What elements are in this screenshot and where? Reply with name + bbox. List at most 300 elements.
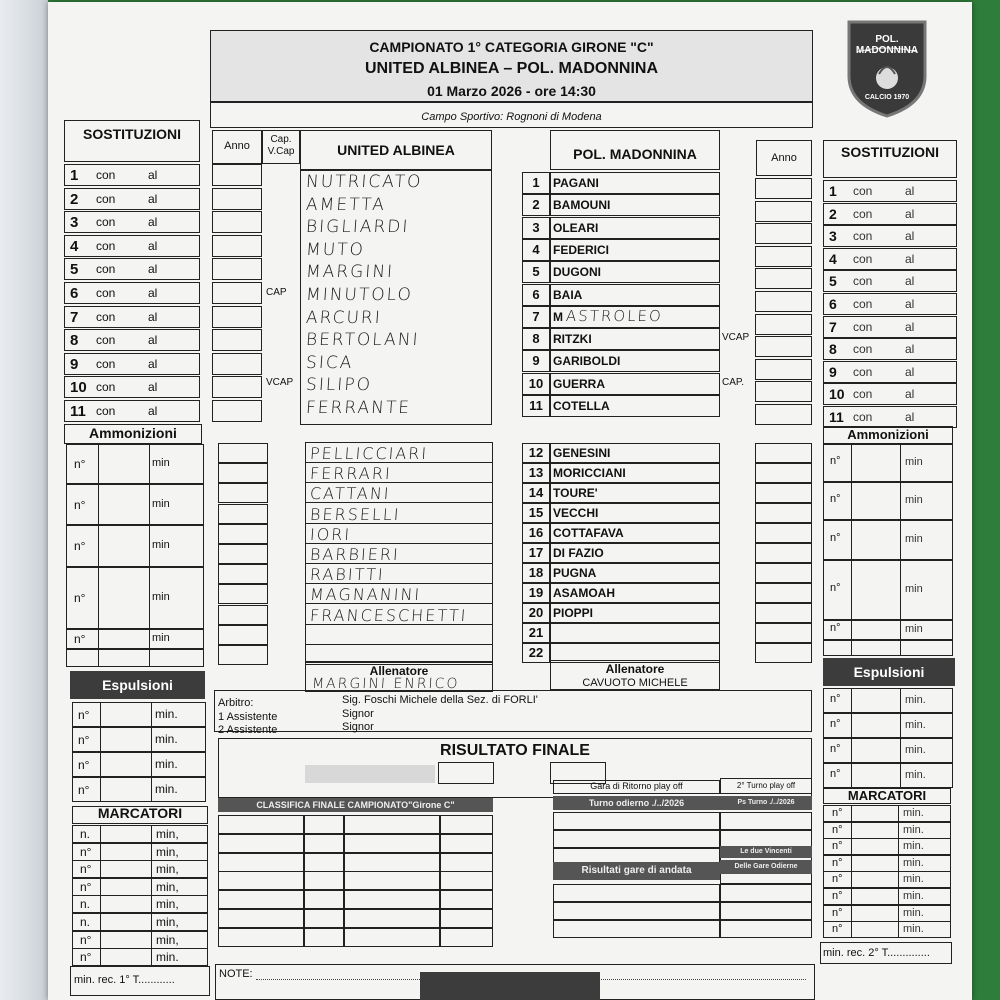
left-subs-title: SOSTITUZIONI bbox=[83, 126, 181, 142]
away-anno-cell[interactable] bbox=[755, 359, 812, 380]
right-sub-row bbox=[823, 225, 957, 247]
left-amm-n: n° bbox=[74, 539, 86, 553]
away-starter-name: M bbox=[553, 309, 563, 324]
home-bench-name: BERSELLI bbox=[309, 504, 402, 524]
away-bench-number: 20 bbox=[528, 605, 544, 620]
away-anno-cell[interactable] bbox=[755, 268, 812, 289]
right-amm-player-cell[interactable] bbox=[851, 620, 901, 640]
home-starter-name: FERRANTE bbox=[305, 398, 412, 418]
binder-edge bbox=[0, 0, 48, 1000]
classifica-team-cell bbox=[344, 815, 440, 834]
away-bench-name: COTTAFAVA bbox=[553, 526, 624, 540]
right-sub-al: al bbox=[905, 342, 915, 357]
right-amm-min: min bbox=[905, 583, 923, 595]
home-bench-name: CATTANI bbox=[309, 484, 392, 504]
right-sub-row bbox=[823, 316, 957, 338]
right-amm-player-cell[interactable] bbox=[851, 560, 901, 620]
left-esp-min: min. bbox=[155, 732, 178, 746]
playoff-next-cell bbox=[720, 920, 812, 938]
home-bench-anno-cell[interactable] bbox=[218, 463, 268, 483]
home-anno-cell[interactable] bbox=[212, 306, 262, 328]
right-esp-player-cell[interactable] bbox=[851, 738, 901, 763]
right-sub-al: al bbox=[905, 364, 915, 379]
home-bench-anno-cell[interactable] bbox=[218, 605, 268, 625]
left-esp-min: min. bbox=[155, 757, 178, 771]
left-sub-al: al bbox=[148, 380, 158, 395]
away-bench-anno-cell[interactable] bbox=[755, 623, 812, 643]
right-scorer-min: min. bbox=[903, 923, 924, 936]
right-amm-n: n° bbox=[830, 622, 841, 634]
left-scorer-min: min, bbox=[156, 827, 179, 841]
home-starter-name: ARCURI bbox=[305, 307, 383, 328]
home-anno-cell[interactable] bbox=[212, 376, 262, 398]
away-bench-cell bbox=[550, 623, 720, 643]
away-anno-cell[interactable] bbox=[755, 291, 812, 312]
right-scorer-min: min. bbox=[903, 906, 924, 919]
away-anno-label: Anno bbox=[771, 152, 797, 164]
left-esp-min: min. bbox=[155, 782, 178, 796]
left-amm-min: min bbox=[152, 497, 170, 510]
away-bench-anno-cell[interactable] bbox=[755, 583, 812, 603]
right-sub-number: 11 bbox=[829, 409, 844, 425]
left-esp-player-cell[interactable] bbox=[100, 702, 152, 727]
left-sub-number: 10 bbox=[70, 379, 87, 397]
left-sub-number: 5 bbox=[70, 261, 79, 279]
right-amm-n: n° bbox=[830, 493, 841, 505]
away-bench-number: 21 bbox=[528, 625, 544, 640]
left-esp-player-cell[interactable] bbox=[100, 752, 152, 777]
left-scorer-player-cell[interactable] bbox=[100, 878, 152, 896]
away-starter-name: PAGANI bbox=[553, 176, 599, 190]
left-esp-n: n° bbox=[78, 708, 90, 722]
left-scorer-n: n° bbox=[80, 844, 92, 859]
right-amm-min: min bbox=[905, 456, 923, 468]
away-starter-name: DUGONI bbox=[553, 265, 601, 280]
home-anno-cell[interactable] bbox=[212, 329, 262, 351]
away-bench-anno-cell[interactable] bbox=[755, 483, 812, 503]
away-starter-number: 5 bbox=[532, 264, 540, 280]
referee-name: Sig. Foschi Michele della Sez. di FORLI' bbox=[342, 694, 538, 706]
left-amm-player-cell[interactable] bbox=[98, 567, 150, 629]
right-scorer-min: min. bbox=[903, 807, 924, 819]
playoff-next-cell bbox=[720, 884, 812, 902]
right-sub-number: 2 bbox=[829, 205, 837, 222]
classifica-team-cell bbox=[344, 928, 440, 947]
left-amm-player-cell[interactable] bbox=[98, 629, 150, 649]
left-esp-min: min. bbox=[155, 707, 178, 721]
right-scorer-min: min. bbox=[903, 890, 924, 902]
left-amm-player-cell[interactable] bbox=[98, 484, 150, 525]
left-sub-al: al bbox=[148, 238, 158, 253]
away-bench-name: GENESINI bbox=[553, 446, 611, 460]
away-bench-name: MORICCIANI bbox=[553, 466, 626, 480]
home-bench-rule bbox=[305, 563, 493, 564]
away-bench-number: 16 bbox=[528, 525, 544, 540]
right-esp-n: n° bbox=[830, 693, 841, 705]
right-scorer-n: n° bbox=[832, 923, 843, 936]
right-amm-n: n° bbox=[830, 532, 841, 544]
assistant1-label: 1 Assistente bbox=[218, 711, 278, 723]
home-bench-anno-cell[interactable] bbox=[218, 483, 268, 503]
left-scorer-min: min, bbox=[156, 932, 179, 947]
header-line1: CAMPIONATO 1° CATEGORIA GIRONE "C" bbox=[369, 39, 654, 55]
left-esp-n: n° bbox=[78, 783, 90, 797]
right-sub-row bbox=[823, 293, 957, 315]
right-sub-al: al bbox=[905, 274, 915, 289]
left-sub-con: con bbox=[96, 215, 116, 230]
left-scorer-player-cell[interactable] bbox=[100, 895, 152, 913]
left-sub-al: al bbox=[148, 215, 158, 230]
right-esp-min: min. bbox=[905, 694, 926, 706]
venue-text: Campo Sportivo: Rognoni di Modena bbox=[421, 111, 602, 123]
left-scorer-min: min. bbox=[156, 950, 179, 965]
right-sub-row bbox=[823, 270, 957, 292]
away-bench-anno-cell[interactable] bbox=[755, 603, 812, 623]
left-amm-min: min bbox=[152, 591, 170, 603]
right-esp-player-cell[interactable] bbox=[851, 763, 901, 788]
left-sub-number: 1 bbox=[70, 167, 79, 184]
left-sub-row bbox=[64, 353, 200, 375]
right-amm-min: min bbox=[905, 533, 923, 545]
right-sub-con: con bbox=[853, 387, 873, 402]
result-shadow-left bbox=[305, 765, 435, 783]
right-espulsioni-title: Espulsioni bbox=[823, 658, 955, 686]
left-amm-n: n° bbox=[74, 632, 86, 646]
playoff-cell bbox=[553, 920, 720, 938]
home-bench-anno-cell[interactable] bbox=[218, 504, 268, 524]
classifica-team-cell bbox=[218, 853, 304, 872]
away-starter-name: BAMOUNI bbox=[553, 198, 611, 213]
classifica-team-cell bbox=[218, 834, 304, 853]
home-bench-anno-cell[interactable] bbox=[218, 625, 268, 645]
left-sub-con: con bbox=[96, 262, 116, 277]
home-anno-cell[interactable] bbox=[212, 282, 262, 304]
home-anno-cell[interactable] bbox=[212, 164, 262, 186]
away-starter-name: OLEARI bbox=[553, 220, 599, 235]
left-sub-con: con bbox=[96, 238, 116, 253]
home-bench-anno-cell[interactable] bbox=[218, 544, 268, 564]
left-sub-con: con bbox=[96, 309, 116, 324]
left-scorer-player-cell[interactable] bbox=[100, 843, 152, 861]
away-bench-number: 12 bbox=[528, 445, 544, 460]
classifica-points-cell bbox=[440, 853, 493, 872]
away-anno-cell[interactable] bbox=[755, 381, 812, 402]
left-amm-player-cell[interactable] bbox=[98, 649, 150, 667]
home-anno-label: Anno bbox=[224, 140, 250, 152]
right-esp-player-cell[interactable] bbox=[851, 688, 901, 713]
away-starter-name: RITZKI bbox=[553, 332, 592, 347]
home-bench-name: FRANCESCHETTI bbox=[309, 605, 468, 625]
left-sub-con: con bbox=[96, 380, 116, 395]
right-amm-player-cell[interactable] bbox=[851, 444, 901, 482]
right-sub-al: al bbox=[905, 229, 915, 244]
right-scorer-player-cell[interactable] bbox=[851, 822, 899, 839]
away-bench-anno-cell[interactable] bbox=[755, 523, 812, 543]
right-sub-al: al bbox=[905, 319, 915, 334]
classifica-points-cell bbox=[440, 890, 493, 909]
away-starter-number: 1 bbox=[532, 175, 540, 190]
away-anno-cell[interactable] bbox=[755, 178, 812, 199]
away-bench-anno-cell[interactable] bbox=[755, 563, 812, 583]
left-sub-al: al bbox=[148, 356, 158, 371]
left-scorer-player-cell[interactable] bbox=[100, 825, 152, 843]
right-amm-n: n° bbox=[830, 582, 841, 594]
right-sub-number: 1 bbox=[829, 183, 837, 199]
away-bench-anno-cell[interactable] bbox=[755, 463, 812, 483]
bottom-dark-patch bbox=[420, 972, 600, 1000]
away-anno-cell[interactable] bbox=[755, 314, 812, 335]
right-esp-min: min. bbox=[905, 744, 926, 756]
left-scorer-min: min, bbox=[156, 844, 179, 859]
home-anno-cell[interactable] bbox=[212, 353, 262, 375]
home-bench-name: BARBIERI bbox=[309, 545, 401, 564]
home-anno-cell[interactable] bbox=[212, 400, 262, 422]
home-bench-anno-cell[interactable] bbox=[218, 584, 268, 604]
right-esp-min: min. bbox=[905, 719, 926, 731]
left-sub-con: con bbox=[96, 356, 116, 371]
away-anno-cell[interactable] bbox=[755, 223, 812, 244]
home-bench-anno-cell[interactable] bbox=[218, 524, 268, 544]
right-scorer-player-cell[interactable] bbox=[851, 855, 899, 872]
right-scorer-player-cell[interactable] bbox=[851, 888, 899, 905]
left-amm-min: min bbox=[152, 457, 170, 469]
classifica-bar: CLASSIFICA FINALE CAMPIONATO"Girone C" bbox=[218, 798, 493, 812]
left-esp-player-cell[interactable] bbox=[100, 727, 152, 752]
right-sub-number: 9 bbox=[829, 363, 837, 380]
left-scorer-n: n° bbox=[80, 879, 92, 894]
right-scorer-n: n° bbox=[832, 823, 843, 836]
home-bench-anno-cell[interactable] bbox=[218, 645, 268, 665]
left-amm-min: min bbox=[152, 632, 170, 644]
playoff-header-2-text: 2° Turno play off bbox=[736, 781, 796, 790]
away-bench-number: 14 bbox=[528, 485, 544, 500]
right-amm-player-cell[interactable] bbox=[851, 482, 901, 520]
right-sub-number: 5 bbox=[829, 273, 837, 290]
classifica-team-cell bbox=[344, 834, 440, 853]
away-anno-cell[interactable] bbox=[755, 404, 812, 425]
home-starter-name: AMETTA bbox=[305, 194, 387, 215]
away-starter-number: 7 bbox=[532, 308, 540, 324]
away-starter-number: 4 bbox=[532, 241, 540, 257]
header-line3: 01 Marzo 2026 - ore 14:30 bbox=[427, 83, 596, 99]
home-starter-name: BERTOLANI bbox=[305, 330, 421, 351]
min-rec-2: min. rec. 2° T.............. bbox=[823, 947, 930, 959]
left-sub-al: al bbox=[148, 286, 158, 300]
left-amm-player-cell[interactable] bbox=[98, 525, 150, 567]
left-sub-con: con bbox=[96, 333, 116, 348]
home-bench-rule bbox=[305, 462, 493, 463]
left-ammonizioni-title: Ammonizioni bbox=[89, 425, 177, 441]
left-sub-number: 4 bbox=[70, 237, 79, 255]
right-sub-row bbox=[823, 180, 957, 202]
note-label: NOTE: bbox=[219, 968, 253, 980]
right-scorer-player-cell[interactable] bbox=[851, 871, 899, 888]
away-bench-anno-cell[interactable] bbox=[755, 443, 812, 463]
classifica-team-cell bbox=[344, 909, 440, 928]
left-sub-al: al bbox=[148, 404, 158, 418]
home-cap-mark: CAP bbox=[266, 287, 287, 298]
classifica-team-cell bbox=[218, 815, 304, 834]
right-marcatori-title: MARCATORI bbox=[847, 788, 927, 803]
right-esp-n: n° bbox=[830, 768, 841, 780]
away-bench-anno-cell[interactable] bbox=[755, 543, 812, 563]
away-bench-anno-cell[interactable] bbox=[755, 503, 812, 523]
left-sub-con: con bbox=[96, 168, 116, 182]
left-sub-row bbox=[64, 235, 200, 257]
right-sub-con: con bbox=[853, 297, 873, 311]
left-scorer-player-cell[interactable] bbox=[100, 948, 152, 966]
right-sub-number: 6 bbox=[829, 296, 837, 312]
right-sub-row bbox=[823, 361, 957, 383]
right-sub-con: con bbox=[853, 274, 873, 289]
home-cap-label: Cap. V.Cap bbox=[267, 134, 295, 157]
left-scorer-player-cell[interactable] bbox=[100, 860, 152, 878]
away-starter-number: 2 bbox=[532, 197, 540, 213]
right-amm-player-cell[interactable] bbox=[851, 520, 901, 560]
right-scorer-player-cell[interactable] bbox=[851, 905, 899, 922]
ps-turno-bar: Ps Turno ./../2026 bbox=[720, 796, 812, 810]
away-anno-cell[interactable] bbox=[755, 336, 812, 357]
right-sub-number: 7 bbox=[829, 318, 837, 335]
classifica-points-cell bbox=[304, 928, 344, 947]
classifica-points-cell bbox=[440, 871, 493, 890]
left-scorer-min: min, bbox=[156, 897, 179, 912]
turno-odierno-bar: Turno odierno ./../2026 bbox=[553, 796, 720, 810]
classifica-points-cell bbox=[440, 834, 493, 853]
left-scorer-player-cell[interactable] bbox=[100, 931, 152, 949]
playoff-cell bbox=[553, 902, 720, 920]
left-sub-row bbox=[64, 211, 200, 233]
left-sub-row bbox=[64, 306, 200, 328]
away-bench-name: TOURE' bbox=[553, 486, 598, 500]
classifica-team-cell bbox=[344, 890, 440, 909]
right-sub-con: con bbox=[853, 410, 873, 424]
left-espulsioni-title: Espulsioni bbox=[70, 671, 205, 699]
left-scorer-n: n° bbox=[80, 950, 92, 965]
right-scorer-min: min. bbox=[903, 840, 924, 853]
home-bench-name: RABITTI bbox=[309, 565, 386, 585]
away-coach-name: CAVUOTO MICHELE bbox=[582, 677, 688, 689]
home-anno-cell[interactable] bbox=[212, 211, 262, 233]
away-starter-name: COTELLA bbox=[553, 399, 610, 413]
right-scorer-player-cell[interactable] bbox=[851, 805, 899, 822]
right-sub-con: con bbox=[853, 184, 873, 198]
away-starter-name: GARIBOLDI bbox=[553, 354, 621, 369]
classifica-team-cell bbox=[218, 890, 304, 909]
left-esp-player-cell[interactable] bbox=[100, 777, 152, 802]
left-amm-player-cell[interactable] bbox=[98, 444, 150, 484]
right-scorer-n: n° bbox=[832, 906, 843, 919]
left-scorer-min: min, bbox=[156, 862, 179, 877]
home-starter-name: MUTO bbox=[305, 239, 366, 260]
left-sub-number: 3 bbox=[70, 214, 79, 232]
away-anno-cell[interactable] bbox=[755, 201, 812, 222]
home-bench-anno-cell[interactable] bbox=[218, 564, 268, 584]
right-scorer-min: min. bbox=[903, 856, 924, 869]
home-coach-name: MARGINI ENRICO bbox=[311, 676, 460, 692]
home-bench-name: MAGNANINI bbox=[309, 585, 422, 605]
result-title: RISULTATO FINALE bbox=[440, 742, 590, 759]
right-esp-n: n° bbox=[830, 743, 841, 755]
right-sub-con: con bbox=[853, 342, 873, 357]
logo-text-top: POL. MADONNINA bbox=[855, 34, 919, 56]
right-amm-min: min bbox=[905, 623, 923, 635]
assistant2-signor: Signor bbox=[342, 721, 374, 733]
home-bench-rule bbox=[305, 482, 493, 483]
right-sub-con: con bbox=[853, 229, 873, 244]
home-bench-name: PELLICCIARI bbox=[309, 444, 429, 463]
left-scorer-player-cell[interactable] bbox=[100, 913, 152, 931]
away-starter-number: 9 bbox=[532, 353, 540, 369]
away-anno-cell[interactable] bbox=[755, 246, 812, 267]
delle-gare-bar: Delle Gare Odierne bbox=[720, 860, 812, 874]
left-amm-n: n° bbox=[74, 591, 86, 605]
home-bench-rule bbox=[305, 502, 493, 503]
away-cap-mark: CAP. bbox=[722, 376, 745, 388]
home-starter-name: MINUTOLO bbox=[305, 285, 414, 305]
left-scorer-n: n. bbox=[80, 897, 91, 912]
home-bench-rule bbox=[305, 603, 493, 604]
classifica-team-cell bbox=[218, 871, 304, 890]
referee-label: Arbitro: bbox=[218, 697, 254, 709]
right-sub-row bbox=[823, 338, 957, 360]
classifica-team-cell bbox=[344, 853, 440, 872]
left-sub-al: al bbox=[148, 168, 158, 182]
playoff-cell bbox=[553, 812, 720, 830]
home-bench-name: IORI bbox=[309, 524, 352, 544]
left-scorer-n: n° bbox=[80, 932, 92, 947]
left-scorer-min: min, bbox=[156, 915, 179, 929]
right-sub-number: 8 bbox=[829, 341, 837, 358]
home-cap-mark: VCAP bbox=[266, 377, 294, 389]
right-sub-al: al bbox=[905, 297, 915, 311]
away-bench-name: VECCHI bbox=[553, 506, 599, 520]
right-scorer-player-cell[interactable] bbox=[851, 921, 899, 938]
away-bench-number: 19 bbox=[528, 585, 544, 600]
left-sub-al: al bbox=[148, 309, 158, 324]
away-starter-name: BAIA bbox=[553, 287, 583, 302]
home-coach-label: Allenatore bbox=[369, 664, 429, 678]
right-amm-player-cell[interactable] bbox=[851, 640, 901, 656]
right-esp-player-cell[interactable] bbox=[851, 713, 901, 738]
header-line2: UNITED ALBINEA – POL. MADONNINA bbox=[364, 60, 659, 77]
home-team-name: UNITED ALBINEA bbox=[337, 142, 455, 158]
home-bench-anno-cell[interactable] bbox=[218, 443, 268, 463]
assistant2-label: 2 Assistente bbox=[218, 724, 278, 736]
home-bench-rule bbox=[305, 644, 493, 645]
left-sub-con: con bbox=[96, 404, 116, 418]
left-sub-al: al bbox=[148, 333, 158, 348]
away-bench-name: DI FAZIO bbox=[553, 546, 604, 560]
home-starter-name: MARGINI bbox=[305, 262, 395, 283]
right-scorer-player-cell[interactable] bbox=[851, 838, 899, 855]
left-scorer-n: n° bbox=[80, 862, 92, 877]
right-sub-row bbox=[823, 203, 957, 225]
classifica-points-cell bbox=[440, 928, 493, 947]
playoff-header-1-text: Gara di Ritorno play off bbox=[590, 781, 683, 791]
playoff-next-cell bbox=[720, 902, 812, 920]
left-sub-number: 6 bbox=[70, 285, 79, 302]
right-subs-title: SOSTITUZIONI bbox=[841, 144, 939, 160]
right-amm-min: min bbox=[905, 494, 923, 506]
away-bench-anno-cell[interactable] bbox=[755, 643, 812, 663]
home-anno-cell[interactable] bbox=[212, 258, 262, 280]
home-anno-cell[interactable] bbox=[212, 235, 262, 257]
home-anno-cell[interactable] bbox=[212, 188, 262, 210]
left-sub-con: con bbox=[96, 191, 116, 206]
left-scorer-n: n. bbox=[80, 827, 91, 841]
right-sub-al: al bbox=[905, 206, 915, 221]
